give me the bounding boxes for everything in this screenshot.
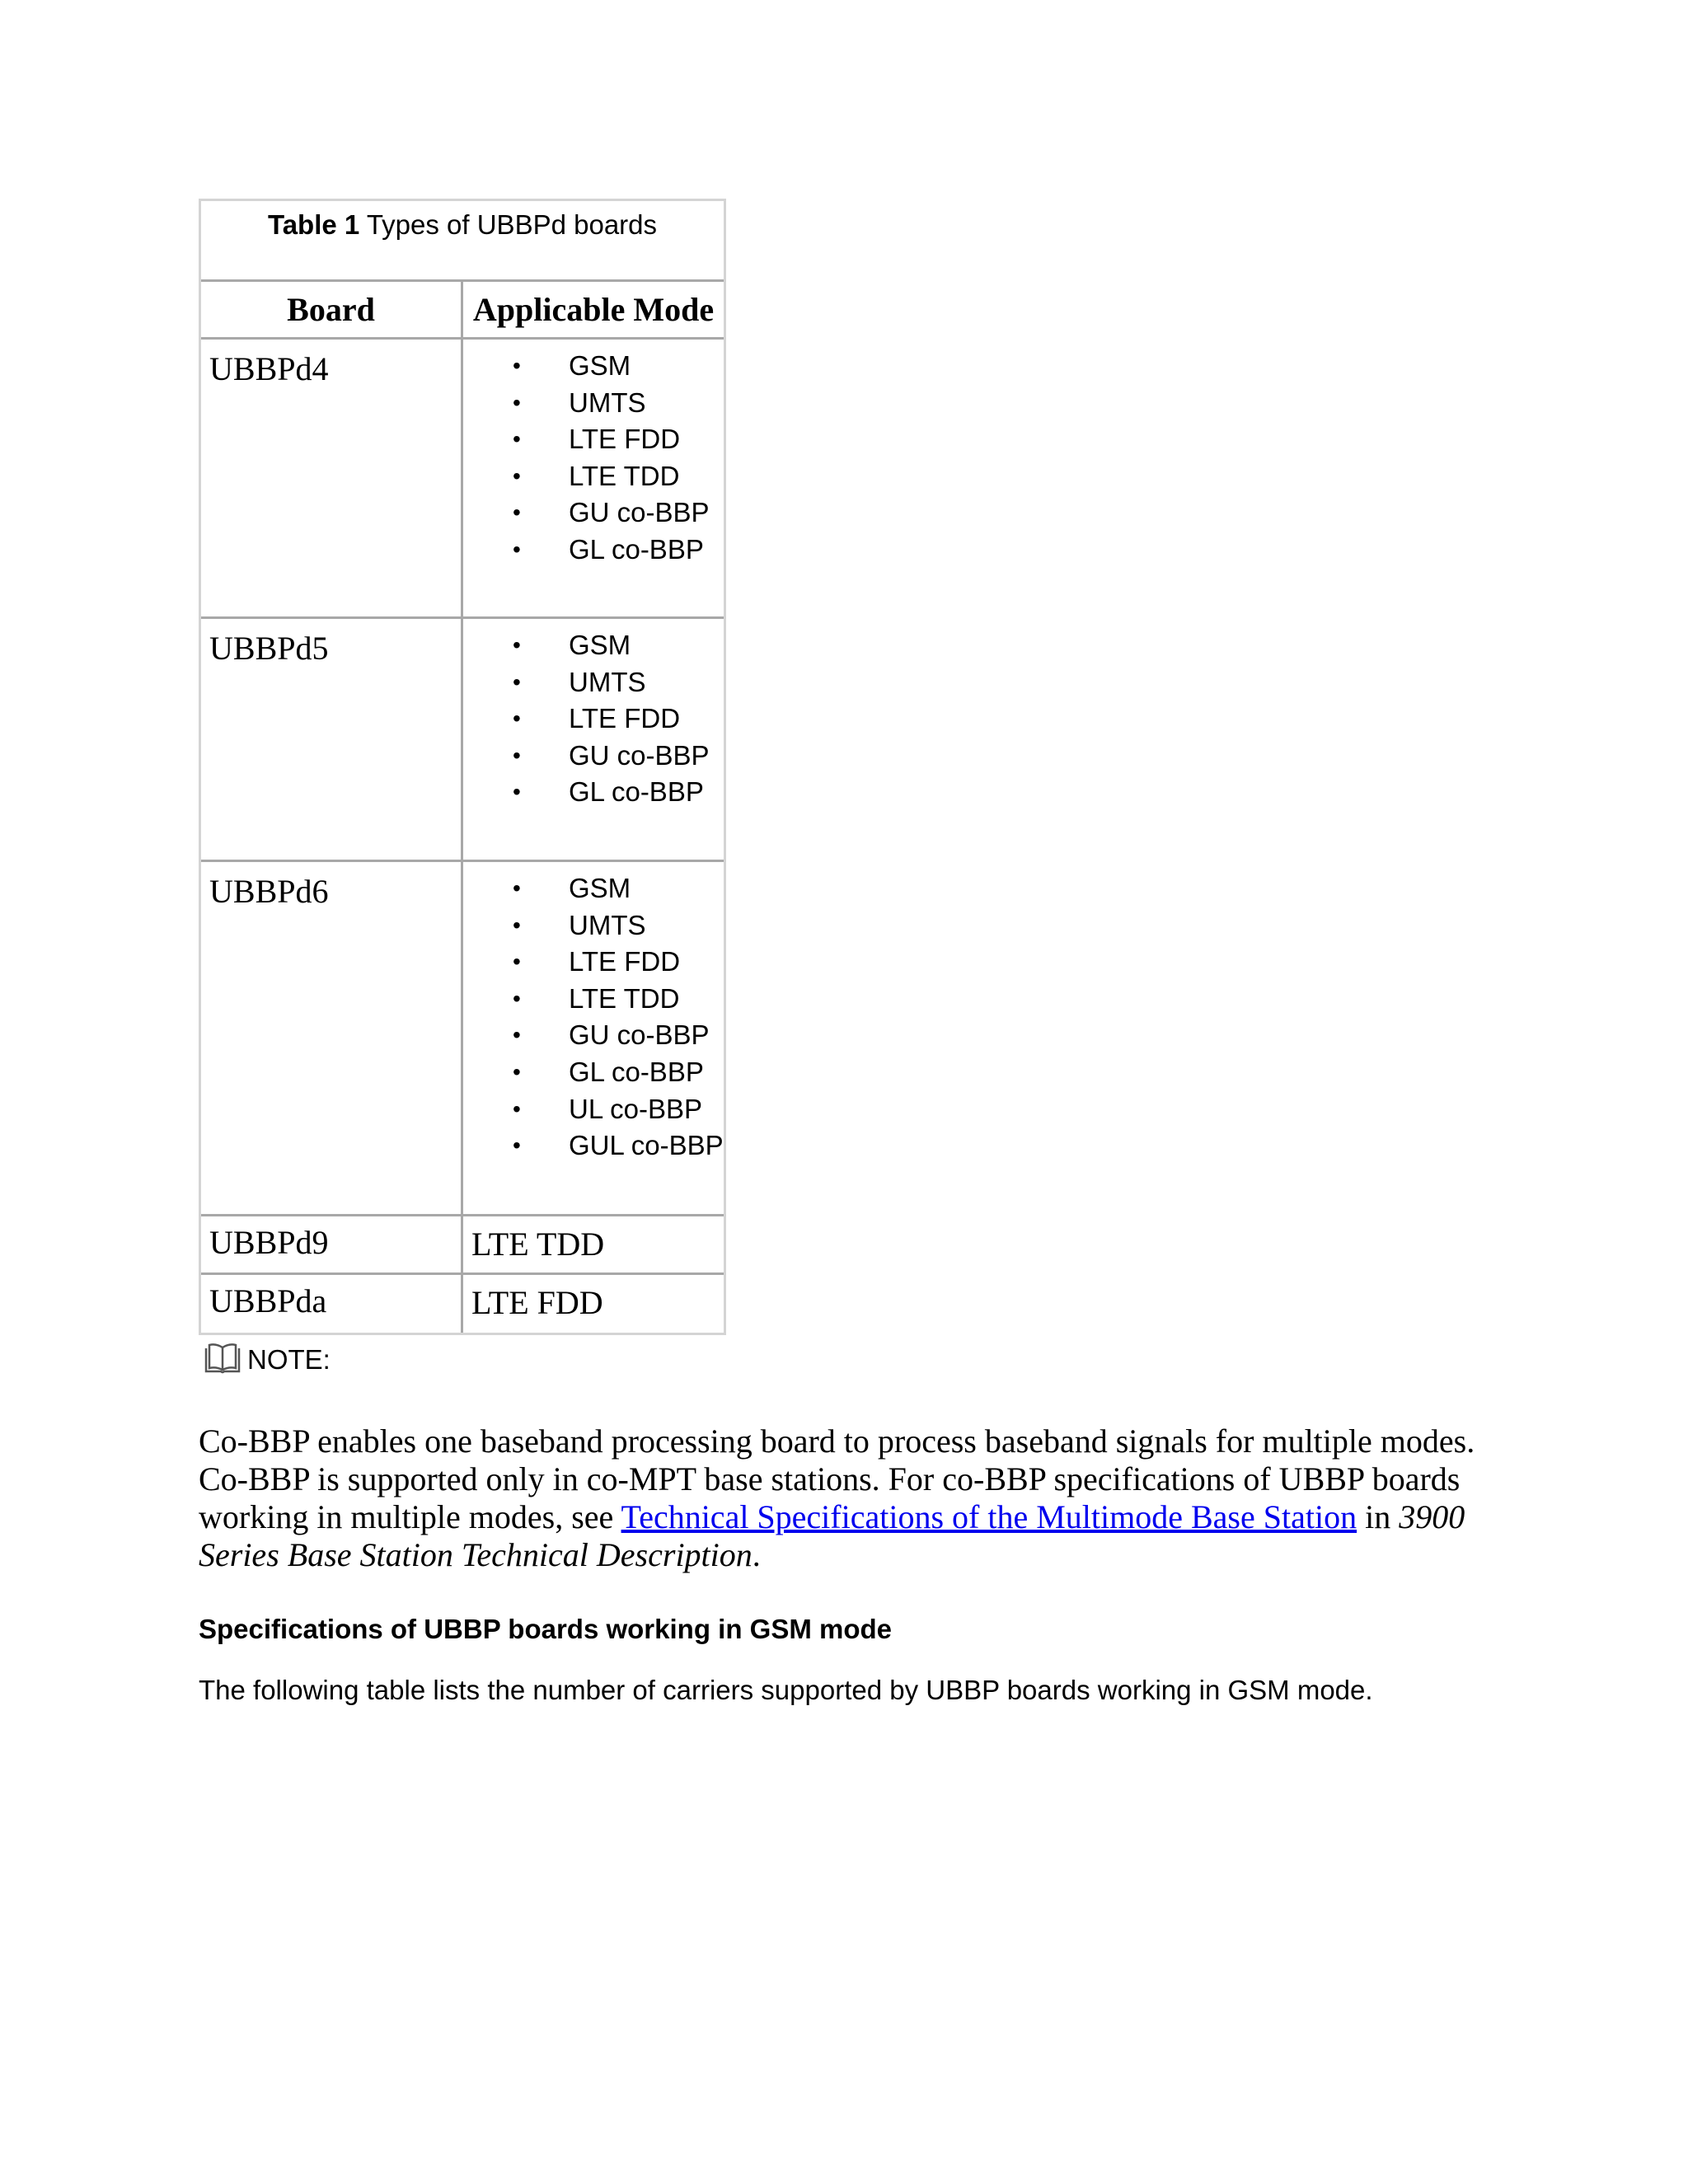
bullet-icon: • [513, 668, 521, 695]
bullet-icon: • [513, 705, 521, 732]
board-name-cell: UBBPd4 [201, 340, 463, 619]
mode-label: GSM [569, 350, 631, 381]
table-row [201, 862, 724, 1216]
bullet-icon: • [513, 1058, 521, 1085]
list-item [463, 664, 724, 701]
bullet-icon: • [513, 462, 521, 489]
table-row [201, 340, 724, 619]
table-caption-number: Table 1 [267, 209, 360, 240]
list-item [463, 701, 724, 738]
list-item [463, 907, 724, 944]
mode-list [463, 619, 724, 811]
technical-specifications-link[interactable]: Technical Specifications of the Multimode Base Station [621, 1498, 1357, 1535]
column-header-board: Board [201, 282, 463, 340]
bullet-icon: • [513, 912, 521, 938]
list-item [463, 944, 724, 981]
mode-list [463, 340, 724, 569]
paragraph-text: in [1357, 1498, 1400, 1535]
bullet-icon: • [513, 536, 521, 562]
list-item [463, 1017, 724, 1054]
table-row [201, 1216, 724, 1275]
mode-label: GL co-BBP [569, 1056, 704, 1087]
board-name-cell: UBBPd5 [201, 619, 463, 862]
co-bbp-paragraph [199, 1422, 1501, 1574]
bullet-icon: • [513, 632, 521, 658]
applicable-mode-cell [463, 619, 724, 862]
ubbpd-boards-table [199, 199, 726, 1335]
bullet-icon: • [513, 426, 521, 452]
bullet-icon: • [513, 779, 521, 805]
list-item [463, 1127, 724, 1165]
bullet-icon: • [513, 499, 521, 526]
bullet-icon: • [513, 1022, 521, 1048]
mode-label: GSM [569, 873, 631, 903]
bullet-icon: • [513, 353, 521, 378]
mode-label: GL co-BBP [569, 533, 704, 565]
list-item [463, 738, 724, 775]
column-header-applicable-mode: Applicable Mode [463, 282, 724, 340]
applicable-mode-cell: LTE FDD [471, 1284, 603, 1321]
list-item [463, 774, 724, 811]
list-item [463, 532, 724, 569]
bullet-icon: • [513, 875, 521, 901]
list-item [463, 870, 724, 907]
mode-label: GUL co-BBP [569, 1130, 724, 1161]
table-row [201, 619, 724, 862]
bullet-icon: • [513, 1132, 521, 1159]
list-item [463, 421, 724, 458]
table-caption-text: Types of UBBPd boards [359, 209, 658, 240]
bullet-icon: • [513, 985, 521, 1011]
mode-label: UMTS [569, 387, 646, 418]
list-item [463, 385, 724, 422]
mode-list [463, 862, 724, 1165]
list-item [463, 1054, 724, 1091]
board-name-cell: UBBPda [201, 1275, 463, 1333]
bullet-icon: • [513, 1095, 521, 1122]
list-item [463, 494, 724, 532]
mode-label: UL co-BBP [569, 1093, 703, 1124]
mode-label: UMTS [569, 666, 646, 697]
mode-label: LTE FDD [569, 946, 681, 977]
bullet-icon: • [513, 949, 521, 975]
bullet-icon: • [513, 389, 521, 415]
mode-label: GL co-BBP [569, 776, 704, 808]
mode-label: UMTS [569, 909, 646, 940]
list-item [463, 458, 724, 495]
list-item [463, 627, 724, 664]
section-heading: Specifications of UBBP boards working in GSM mode [199, 1614, 893, 1644]
applicable-mode-cell [463, 340, 724, 619]
board-name-cell: UBBPd6 [201, 862, 463, 1216]
document-title-reference: 3900 Series Base Station Technical Description [199, 1498, 1465, 1573]
mode-label: LTE FDD [569, 703, 681, 734]
list-item [463, 981, 724, 1018]
applicable-mode-cell: LTE TDD [463, 1216, 724, 1275]
table-caption [201, 201, 724, 282]
board-name-cell: UBBPd9 [201, 1216, 463, 1275]
bullet-icon: • [513, 742, 521, 768]
mode-label: LTE TDD [569, 982, 680, 1014]
paragraph-text: . [752, 1536, 761, 1573]
note-label: NOTE: [247, 1344, 331, 1375]
mode-label: GU co-BBP [569, 497, 710, 528]
list-item [463, 348, 724, 385]
mode-label: GU co-BBP [569, 739, 710, 771]
mode-label: GU co-BBP [569, 1019, 710, 1051]
paragraph-text: Co-BBP enables one baseband processing board to process baseband signals for multiple modes. Co-BBP is supported only in co-MPT base stations. For co-BBP specifications of UBBP boards working in multiple modes, see [199, 1422, 1475, 1535]
mode-label: LTE FDD [569, 424, 681, 455]
table-row [201, 1275, 724, 1333]
applicable-mode-cell [463, 862, 724, 1216]
mode-label: GSM [569, 630, 631, 660]
book-icon [203, 1343, 242, 1376]
mode-label: LTE TDD [569, 460, 680, 491]
note [203, 1335, 331, 1376]
section-text: The following table lists the number of carriers supported by UBBP boards working in GSM mode. [199, 1675, 1373, 1705]
list-item [463, 1091, 724, 1128]
